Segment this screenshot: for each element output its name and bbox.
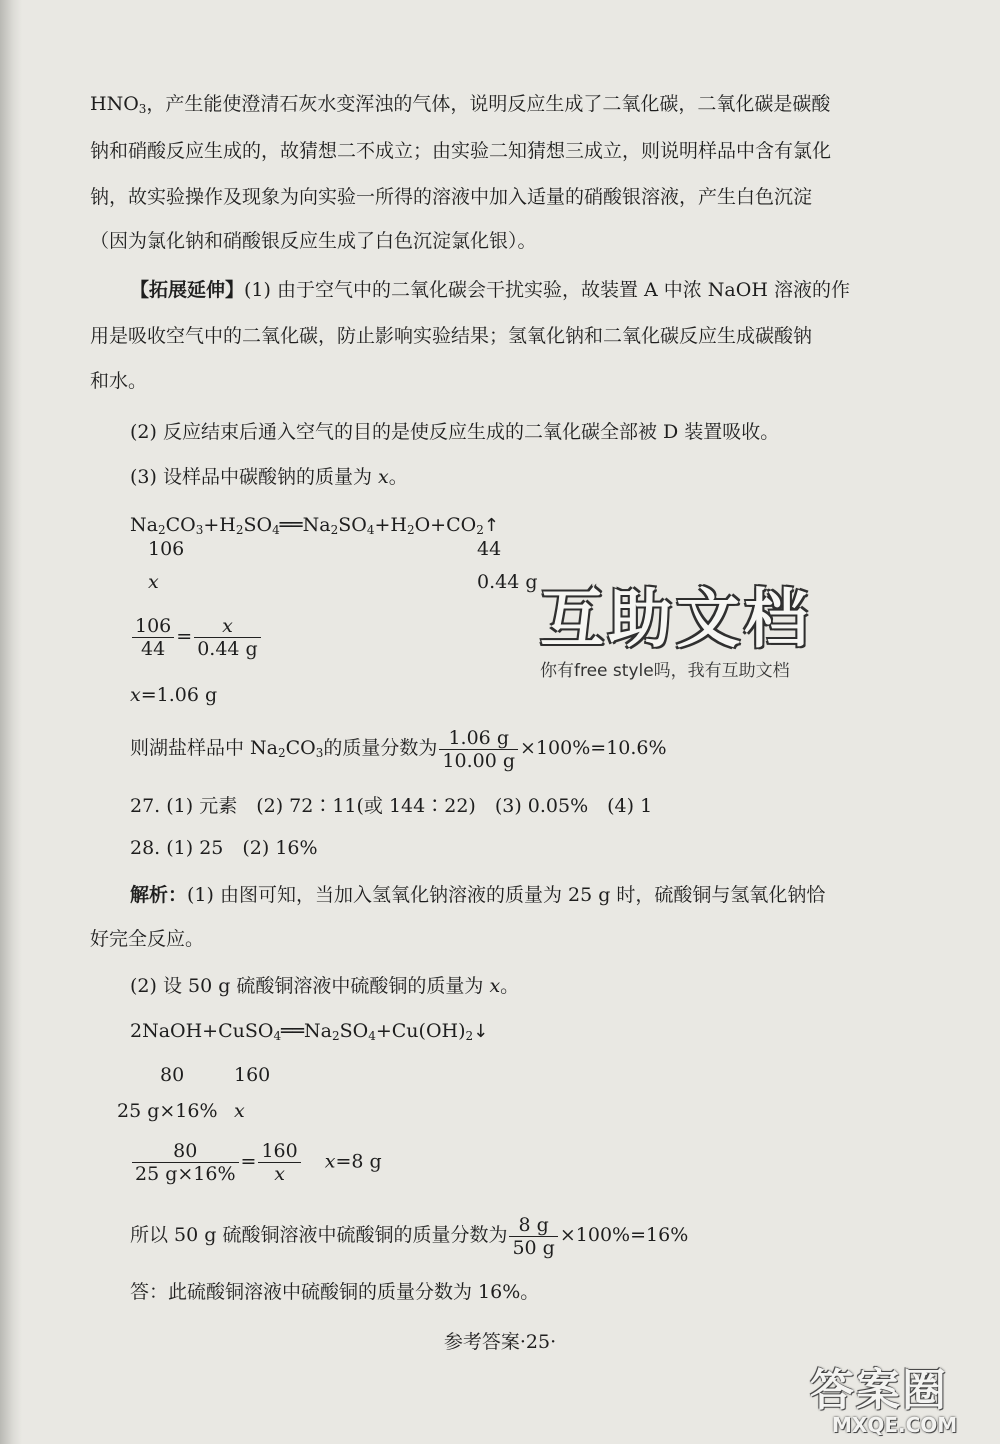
para1-line2: 钠和硝酸反应生成的，故猜想二不成立；由实验二知猜想三成立，则说明样品中含有氯化 [90, 140, 832, 162]
para5: 则湖盐样品中 $Na_2CO_3$的质量分数为 $\frac{1.06 g}{10.00 g}$ ×100%=10.6% [130, 726, 667, 772]
equation-2: $2NaOH+CuSO_4══Na_2SO_4+Cu(OH)_2↓$ [130, 1020, 489, 1043]
extension-label: 【拓展延伸】 [130, 279, 245, 301]
proportion-1: $\frac{106}{44}$ = $\frac{x}{0.44 g}$ [130, 615, 263, 660]
page-footer: 参考答案·25· [443, 1331, 557, 1353]
watermark-slogan: 你有free style吗，我有互助文档 [540, 661, 790, 681]
book-spine-shadow [0, 0, 22, 1444]
para8: 所以 50 g 硫酸铜溶液中硫酸铜的质量分数为 $\frac{8 g}{50 g}$ ×100%=16% [130, 1213, 689, 1259]
para1-line4: （因为氯化钠和硝酸银反应生成了白色沉淀氯化银）。 [90, 230, 537, 252]
para2-line1: 【拓展延伸】(1) 由于空气中的二氧化碳会干扰实验，故装置 A 中浓 NaOH 溶液的作 [130, 279, 850, 301]
gas-arrow-icon: ↑ [483, 515, 499, 536]
eq1-mass-1: 106 [148, 538, 185, 560]
para7: (2) 设 50 g 硫酸铜溶液中硫酸铜的质量为 x。 [130, 975, 520, 997]
equation-1: $Na_2CO_3+H_2SO_4══Na_2SO_4+H_2O+CO_2↑$ [130, 514, 499, 537]
answer-28: 28. (1) 25 (2) 16% [130, 837, 318, 859]
precipitate-arrow-icon: ↓ [473, 1021, 489, 1042]
watermark-logo: 互助文档 [540, 583, 812, 657]
para1-line3: 钠，故实验操作及现象为向实验一所得的溶液中加入适量的硝酸银溶液，产生白色沉淀 [90, 186, 813, 208]
result-1: x=1.06 g [130, 684, 218, 706]
corner-logo: 答案圈 [810, 1365, 948, 1416]
proportion-2: $\frac{80}{25 g\times 16\%}$ = $\frac{160}{x}$ x=8 g [130, 1140, 382, 1185]
eq1-unknown: x [148, 571, 159, 593]
para2-line2: 用是吸收空气中的二氧化碳，防止影响实验结果；氢氧化钠和二氧化碳反应生成碳酸钠 [90, 325, 813, 347]
corner-url: MXQE.COM [832, 1413, 958, 1437]
para6-line2: 好完全反应。 [90, 928, 205, 950]
eq2-known: 25 g×16% [117, 1100, 218, 1122]
answer-27: 27. (1) 元素 (2) 72∶11(或 144∶22) (3) 0.05% (4) 1 [130, 795, 653, 817]
para9: 答：此硫酸铜溶液中硫酸铜的质量分数为 16%。 [130, 1281, 540, 1303]
para3: (2) 反应结束后通入空气的目的是使反应生成的二氧化碳全部被 D 装置吸收。 [130, 421, 780, 443]
eq2-mass-1: 80 [160, 1064, 185, 1086]
para4: (3) 设样品中碳酸钠的质量为 x。 [130, 466, 408, 488]
eq2-unknown: x [234, 1100, 245, 1122]
para2-line3: 和水。 [90, 370, 148, 392]
eq1-mass-2: 44 [477, 538, 502, 560]
eq2-mass-2: 160 [234, 1064, 271, 1086]
para6-line1: 解析：(1) 由图可知，当加入氢氧化钠溶液的质量为 25 g 时，硫酸铜与氢氧化钠恰 [130, 884, 826, 906]
eq1-known: 0.44 g [477, 571, 538, 593]
para1-line1: $HNO_3$，产生能使澄清石灰水变浑浊的气体，说明反应生成了二氧化碳，二氧化碳是碳酸 [90, 93, 831, 116]
analysis-label: 解析： [130, 884, 188, 906]
